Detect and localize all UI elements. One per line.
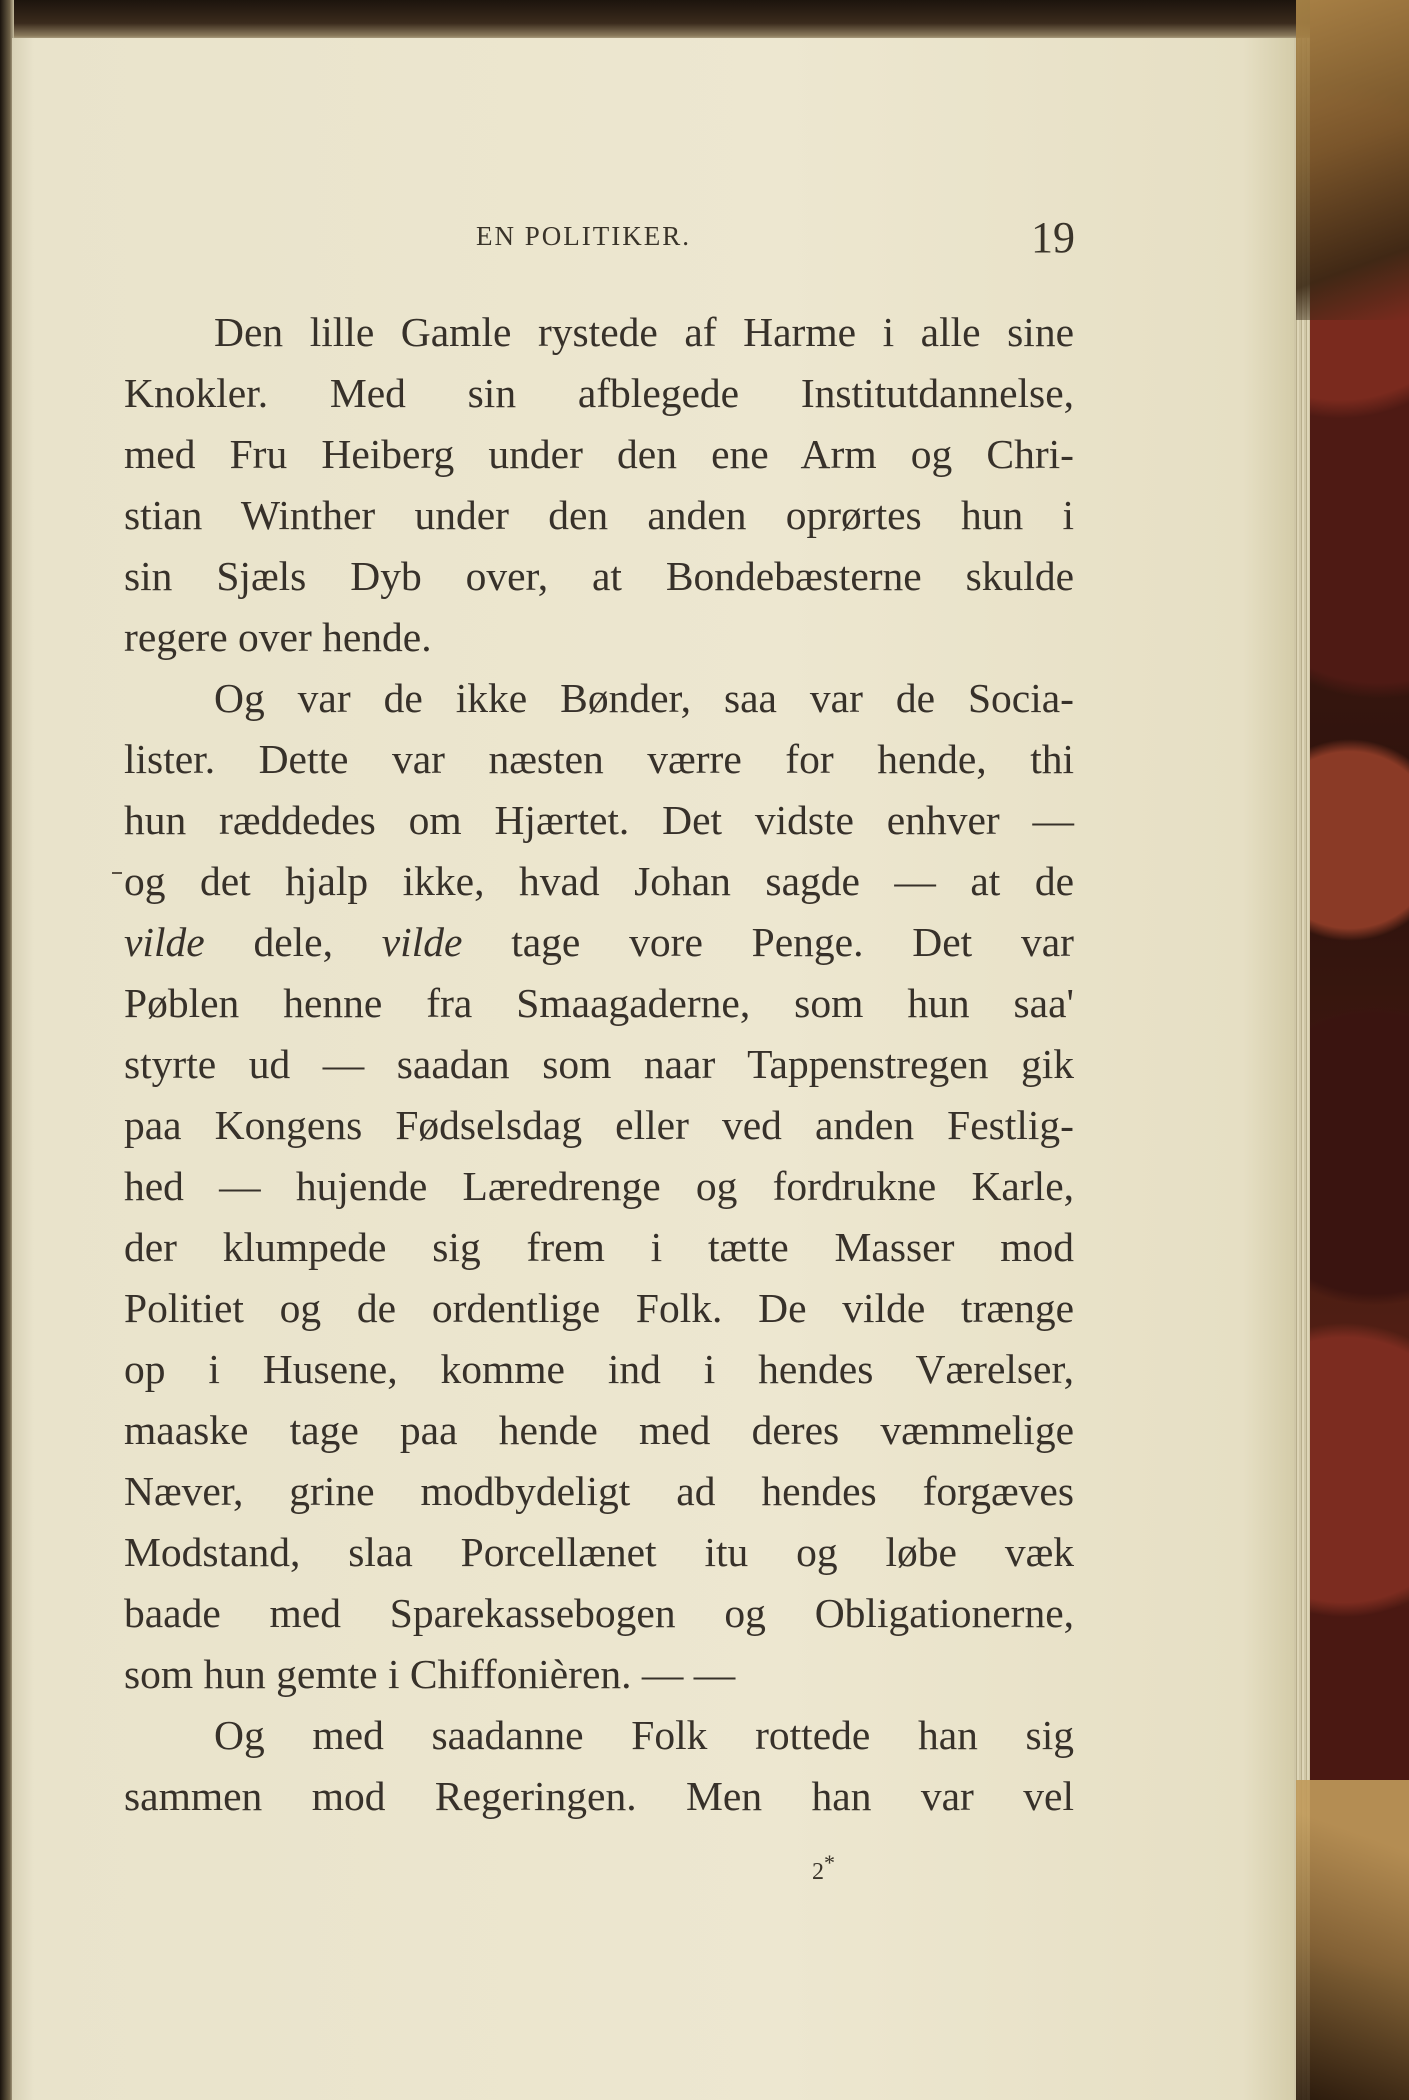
printer-signature — [812, 1850, 835, 1886]
margin-mark — [112, 872, 122, 874]
text-line: Knokler. Med sin afblegede Institutdannelse, — [124, 370, 1074, 416]
text-line: regere over hende. — [124, 614, 432, 660]
text-span: tage vore Penge. Det var — [462, 919, 1074, 965]
text-line: Og var de ikke Bønder, saa var de Socia- — [214, 675, 1074, 721]
text-line: Pøblen henne fra Smaagaderne, som hun saa' — [124, 980, 1074, 1026]
book-top-edge — [0, 0, 1409, 42]
text-line: lister. Dette var næsten værre for hende, thi — [124, 736, 1074, 782]
text-line: Og med saadanne Folk rottede han sig — [214, 1712, 1074, 1758]
signature-asterisk: * — [824, 1850, 835, 1875]
text-line: baade med Sparekassebogen og Obligationerne, — [124, 1590, 1074, 1636]
text-line: sin Sjæls Dyb over, at Bondebæsterne skulde — [124, 553, 1074, 599]
text-line: styrte ud — saadan som naar Tappenstregen gik — [124, 1041, 1074, 1087]
text-line: der klumpede sig frem i tætte Masser mod — [124, 1224, 1074, 1270]
text-line: hun ræddedes om Hjærtet. Det vidste enhver — — [124, 797, 1074, 843]
text-line: som hun gemte i Chiffonièren. — — — [124, 1651, 736, 1697]
text-span: dele, — [204, 919, 382, 965]
italic-word: vilde — [124, 919, 205, 965]
italic-word: vilde — [381, 919, 463, 965]
text-line: sammen mod Regeringen. Men han var vel — [124, 1773, 1074, 1819]
text-line: Næver, grine modbydeligt ad hendes forgæves — [124, 1468, 1074, 1514]
text-line: maaske tage paa hende med deres væmmelige — [124, 1407, 1074, 1453]
text-line-italic — [124, 919, 1074, 965]
text-line: og det hjalp ikke, hvad Johan sagde — at de — [124, 858, 1074, 904]
running-title: EN POLITIKER. — [476, 221, 691, 251]
text-line: Politiet og de ordentlige Folk. De vilde trænge — [124, 1285, 1074, 1331]
text-line: med Fru Heiberg under den ene Arm og Chri- — [124, 431, 1074, 477]
leather-corner-top — [1296, 0, 1409, 320]
text-line: Modstand, slaa Porcellænet itu og løbe væk — [124, 1529, 1074, 1575]
text-line: paa Kongens Fødselsdag eller ved anden Festlig- — [124, 1102, 1074, 1148]
text-line: op i Husene, komme ind i hendes Værelser, — [124, 1346, 1074, 1392]
page-number: 19 — [1031, 213, 1075, 262]
text-line: stian Winther under den anden oprørtes hun i — [124, 492, 1074, 538]
text-line: hed — hujende Læredrenge og fordrukne Karle, — [124, 1163, 1074, 1209]
signature-number: 2 — [812, 1859, 824, 1885]
leather-corner-bottom — [1296, 1780, 1409, 2100]
text-line: Den lille Gamle rystede af Harme i alle sine — [214, 309, 1074, 355]
